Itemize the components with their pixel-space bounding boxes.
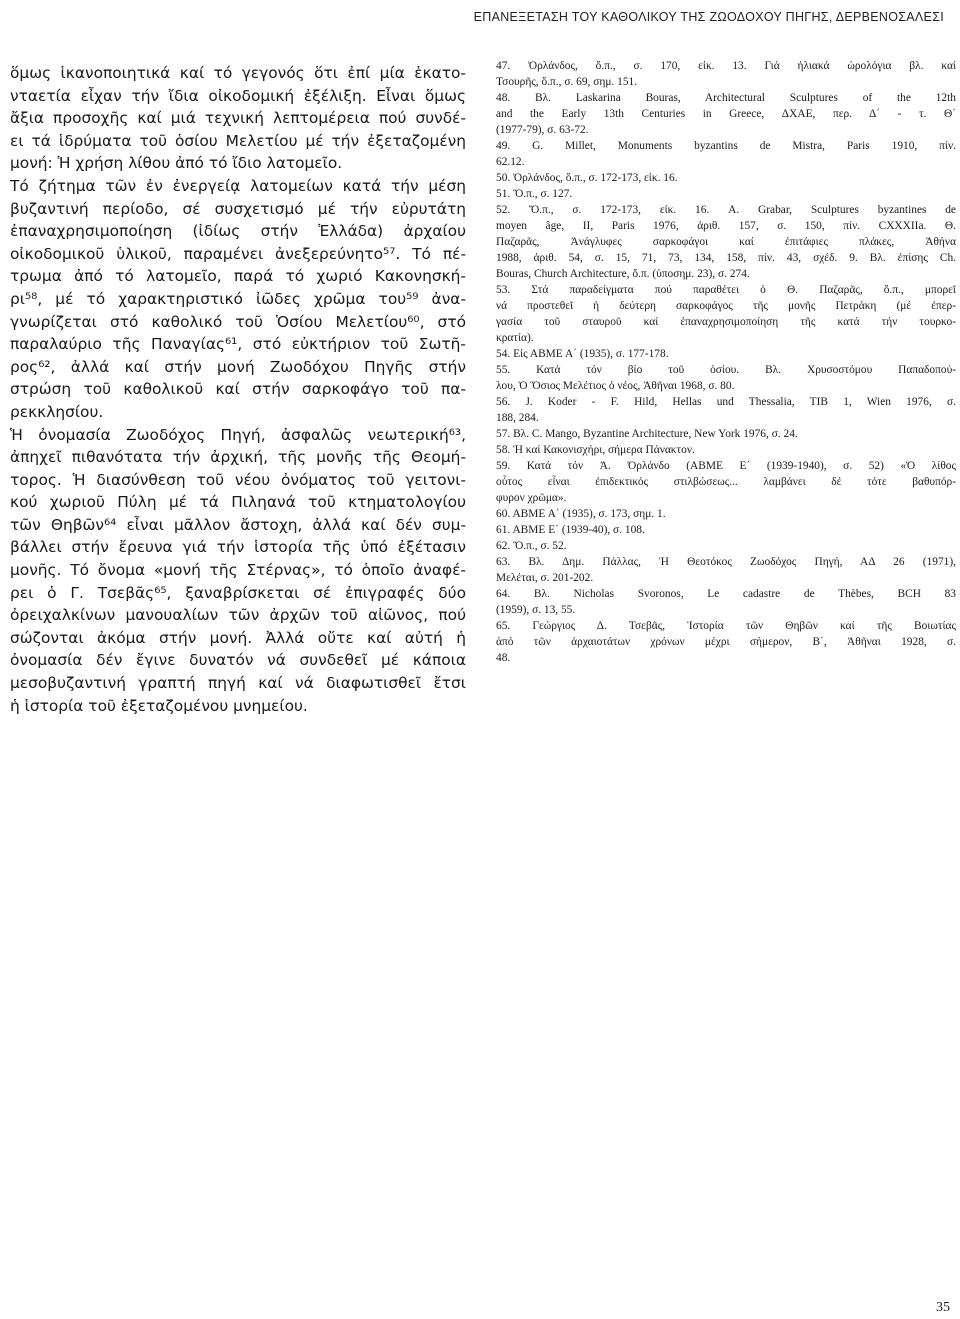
body-line: μεσοβυζαντινή γραπτή πηγή καί νά διαφωτισθεῖ ἔτσι — [10, 674, 466, 693]
body-line: ἀπηχεῖ πιθανότατα τήν ἀρχική, τῆς μονῆς τῆς Θεομή- — [10, 448, 466, 467]
footnote-line: 1988, ἀριθ. 54, σ. 15, 71, 73, 134, 158, πίν. 43, σχέδ. 9. Βλ. ἐπίσης Ch. — [496, 252, 956, 264]
footnote-line: 53. Στά παραδείγματα πού παραθέτει ὁ Θ. Παζαρᾶς, ὅ.π., μπορεῖ — [496, 284, 956, 296]
footnote-line: 52. Ὅ.π., σ. 172-173, εἰκ. 16. A. Grabar, Sculptures byzantines de — [496, 204, 956, 216]
body-line: παραλαύριο τῆς Παναγίας⁶¹, στό εὐκτήριον τοῦ Σωτῆ- — [10, 335, 466, 354]
footnote-line: 63. Βλ. Δημ. Πάλλας, Ἡ Θεοτόκος Ζωοδόχος Πηγή, ΑΔ 26 (1971), — [496, 556, 956, 568]
body-line: γνωρίζεται στό καθολικό τοῦ Ὁσίου Μελετίου⁶⁰, στό — [10, 312, 466, 331]
body-line: τῶν Θηβῶν⁶⁴ εἶναι μᾶλλον ἄστοχη, ἀλλά καί δέν συμ- — [10, 515, 466, 534]
body-line: ὀρειχαλκίνων μανουαλίων τῶν ἀρχῶν τοῦ αἰῶνος, πού — [10, 606, 466, 625]
footnote-line: λου, Ὁ Ὅσιος Μελέτιος ὁ νέος, Ἀθῆναι 1968, σ. 80. — [496, 380, 735, 392]
footnote-line: (1959), σ. 13, 55. — [496, 604, 576, 616]
body-line: ει τά ἱδρύματα τοῦ ὁσίου Μελετίου μέ τήν ἐξεταζομένη — [10, 131, 466, 150]
body-line: ἄξια προσοχῆς καί μιά τεχνική λεπτομέρεια πού συνδέ- — [10, 109, 466, 128]
body-line: κού χωριοῦ Πύλη μέ τά Πιληανά τοῦ κτηματολογίου — [10, 493, 466, 512]
footnote-line: Παζαρᾶς, Ἀνάγλυφες σαρκοφάγοι καί ἐπιτάφιες πλάκες, Ἀθήνα — [496, 236, 956, 248]
body-line: οἰκοδομικοῦ ὑλικοῦ, παραμένει ἀνεξερεύνητο⁵⁷. Τό πέ- — [10, 244, 466, 263]
body-line: μονῆς. Τό ὄνομα «μονή τῆς Στέρνας», τό ὁποῖο ἀναφέ- — [10, 561, 466, 580]
footnote-line: 60. ΑΒΜΕ Α΄ (1935), σ. 173, σημ. 1. — [496, 508, 666, 520]
running-header: ΕΠΑΝΕΞΕΤΑΣΗ ΤΟΥ ΚΑΘΟΛΙΚΟΥ ΤΗΣ ΖΩΟΔΟΧΟΥ ΠΗΓΗΣ, ΔΕΡΒΕΝΟΣΑΛΕΣΙ — [473, 10, 944, 24]
footnote-line: 58. Ἡ καί Κακονισχήρι, σήμερα Πάνακτον. — [496, 444, 695, 456]
footnote-line: 64. Βλ. Nicholas Svoronos, Le cadastre de Thèbes, BCH 83 — [496, 588, 956, 600]
footnote-line: 62.12. — [496, 156, 525, 168]
footnote-line: 188, 284. — [496, 412, 539, 424]
body-line: ὅμως ἱκανοποιητικά καί τό γεγονός ὅτι ἐπί μία ἑκατο- — [10, 64, 466, 82]
body-line: Ἡ ὀνομασία Ζωοδόχος Πηγή, ἀσφαλῶς νεωτερική⁶³, — [10, 425, 466, 444]
body-line: βάλλει στήν ἔρευνα γιά τήν ἱστορία τῆς ὑπό ἐξέτασιν — [10, 538, 466, 557]
footnote-line: 51. Ὅ.π., σ. 127. — [496, 188, 573, 200]
body-line: σώζονται ἀκόμα στήν μονή. Ἀλλά οὔτε καί αὐτή ἡ — [10, 628, 466, 647]
body-line: στρώση τοῦ καθολικοῦ καί στήν σαρκοφάγο τοῦ πα- — [10, 380, 466, 399]
footnote-line: κρατία). — [496, 332, 534, 344]
footnote-line: γασία τοῦ σταυροῦ καί ἐπαναχρησιμοποίηση τῆς κατά τήν τουρκο- — [496, 316, 956, 328]
body-line: ρι⁵⁸, μέ τό χαρακτηριστικό ἰῶδες χρῶμα του⁵⁹ ἀνα- — [10, 289, 466, 308]
footnote-line: moyen âge, II, Paris 1976, ἀριθ. 157, σ. 150, πίν. CXXXIIa. Θ. — [496, 220, 956, 232]
body-line: ὀνομασία δέν ἔγινε δυνατόν νά συνδεθεῖ μέ κάποια — [10, 651, 466, 670]
footnote-line: 47. Ὀρλάνδος, ὅ.π., σ. 170, εἰκ. 13. Γιά ἡλιακά ὡρολόγια βλ. καί — [496, 60, 956, 72]
footnote-line: Μελέται, σ. 201-202. — [496, 572, 594, 584]
footnotes-column — [496, 58, 956, 666]
footnote-line: and the Early 13th Centuries in Greece, ΔΧΑΕ, περ. Δ΄ - τ. Θ΄ — [496, 108, 956, 120]
body-line: ἡ ἱστορία τοῦ ἐξεταζομένου μνημείου. — [10, 696, 308, 715]
footnote-line: 57. Βλ. C. Mango, Byzantine Architecture, New York 1976, σ. 24. — [496, 428, 798, 440]
footnote-line: 61. ΑΒΜΕ Ε΄ (1939-40), σ. 108. — [496, 524, 645, 536]
footnote-line: φυρον χρῶμα». — [496, 492, 567, 504]
body-line: ρει ὁ Γ. Τσεβᾶς⁶⁵, ξαναβρίσκεται σέ ἐπιγραφές δύο — [10, 583, 466, 602]
body-line: ἐπαναχρησιμοποίηση (ἰδίως στήν Ἑλλάδα) ἀρχαίου — [10, 222, 466, 241]
body-text-column — [10, 62, 466, 717]
footnote-line: Τσουρῆς, ὅ.π., σ. 69, σημ. 151. — [496, 76, 638, 88]
footnote-line: 65. Γεώργιος Δ. Τσεβᾶς, Ἱστορία τῶν Θηβῶν καί τῆς Βοιωτίας — [496, 620, 956, 632]
footnote-line: νά προστεθεῖ ἡ δεύτερη σαρκοφάγος τῆς μονῆς Πετράκη (μέ ἐπερ- — [496, 300, 956, 312]
footnote-line: 55. Κατά τόν βίο τοῦ ὁσίου. Βλ. Χρυσοστόμου Παπαδοπού- — [496, 364, 956, 376]
page-number: 35 — [936, 1300, 950, 1315]
footnote-line: Bouras, Church Architecture, ὅ.π. (ὑποσημ. 23), σ. 274. — [496, 268, 750, 280]
footnote-line: (1977-79), σ. 63-72. — [496, 124, 589, 136]
footnote-line: 56. J. Koder - F. Hild, Hellas und Thessalia, TIB 1, Wien 1976, σ. — [496, 396, 956, 408]
body-line: μονή: Ἡ χρήση λίθου ἀπό τό ἴδιο λατομεῖο. — [10, 154, 343, 173]
body-line: τρωμα ἀπό τό λατομεῖο, παρά τό χωριό Κακονησκή- — [10, 267, 466, 286]
body-line: νταετία εἶχαν τήν ἴδια οἰκοδομική ἐξέλιξη. Εἶναι ὅμως — [10, 86, 466, 105]
footnote-line: 48. Βλ. Laskarina Bouras, Architectural Sculptures of the 12th — [496, 92, 956, 104]
footnote-line: 49. G. Millet, Monuments byzantins de Mistra, Paris 1910, πίν. — [496, 140, 956, 152]
body-line: βυζαντινή περίοδο, σέ συσχετισμό μέ τήν εὐρυτάτη — [10, 199, 466, 218]
footnote-line: ἀπό τῶν ἀρχαιοτάτων χρόνων μέχρι σήμερον, Β΄, Ἀθῆναι 1928, σ. — [496, 636, 956, 648]
footnote-line: 59. Κατά τόν Ἀ. Ὀρλάνδο (ΑΒΜΕ Ε΄ (1939-1940), σ. 52) «Ὁ λίθος — [496, 460, 956, 472]
body-line: τορος. Ἡ διασύνθεση τοῦ νέου ὀνόματος τοῦ γειτονι- — [10, 470, 466, 489]
footnote-line: 48. — [496, 652, 511, 664]
footnote-line: οὗτος εἶναι ἐπιδεκτικός στιλβώσεως... λαμβάνει δέ τότε βαθυπόρ- — [496, 476, 956, 488]
footnote-line: 62. Ὅ.π., σ. 52. — [496, 540, 567, 552]
footnote-line: 54. Εἰς ΑΒΜΕ Α΄ (1935), σ. 177-178. — [496, 348, 669, 360]
body-line: Τό ζήτημα τῶν ἐν ἐνεργείᾳ λατομείων κατά τήν μέση — [10, 176, 466, 195]
body-line: ρος⁶², ἀλλά καί στήν μονή Ζωοδόχου Πηγῆς στήν — [10, 357, 466, 376]
body-line: ρεκκλησίου. — [10, 402, 104, 421]
footnote-line: 50. Ὀρλάνδος, ὅ.π., σ. 172-173, εἰκ. 16. — [496, 172, 678, 184]
